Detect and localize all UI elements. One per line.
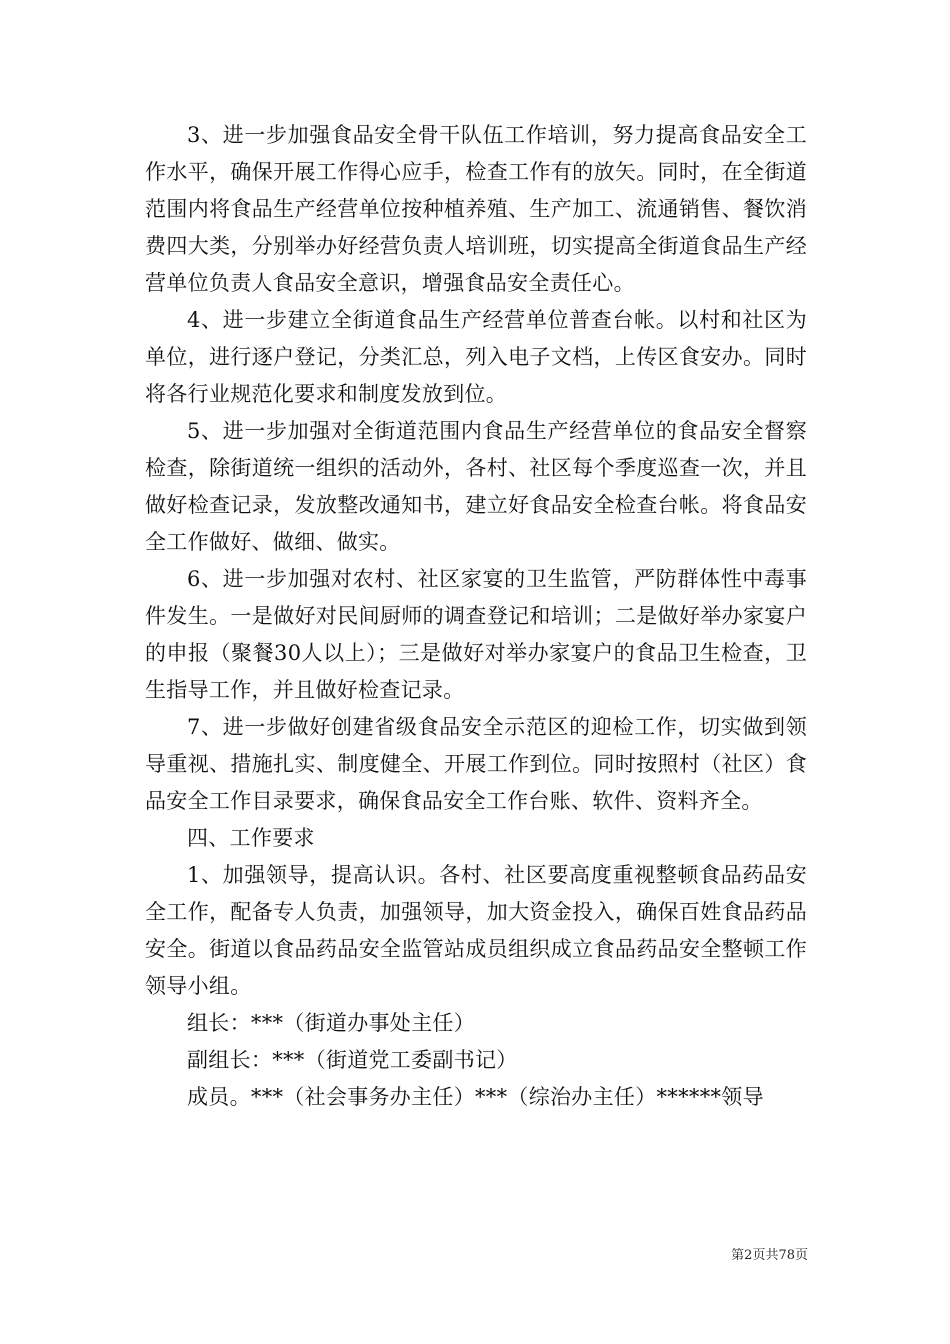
section-heading-requirements: 四、工作要求 (187, 826, 315, 850)
paragraph-item-3-training: 3、进一步加强食品安全骨干队伍工作培训，努力提高食品安全工作水平，确保开展工作得心应手，检查工作有的放矢。同时，在全街道范围内将食品生产经营单位按种植养殖、生产加工、流通销售、餐饮消费四大类，分别举办好经营负责人培训班，切实提高全街道食品生产经营单位负责人食品安全意识，增强食品安全责任心。 (145, 123, 807, 295)
paragraph-item-5-inspection: 5、进一步加强对全街道范围内食品生产经营单位的食品安全督察检查，除街道统一组织的活动外，各村、社区每个季度巡查一次，并且做好检查记录，发放整改通知书，建立好食品安全检查台帐。将食品安全工作做好、做细、做实。 (145, 419, 807, 554)
deputy-leader-line: 副组长：***（街道党工委副书记） (187, 1048, 518, 1072)
members-line: 成员。***（社会事务办主任）***（综治办主任）******领导 (187, 1085, 764, 1109)
page-number-footer: 第2页共78页 (731, 1248, 808, 1263)
team-leader-line: 组长：***（街道办事处主任） (187, 1011, 475, 1035)
paragraph-item-6-banquet: 6、进一步加强对农村、社区家宴的卫生监管，严防群体性中毒事件发生。一是做好对民间厨师的调查登记和培训；二是做好举办家宴户的申报（聚餐30人以上）；三是做好对举办家宴户的食品卫生检查，卫生指导工作，并且做好检查记录。 (145, 567, 807, 702)
paragraph-item-1-leadership: 1、加强领导，提高认识。各村、社区要高度重视整顿食品药品安全工作，配备专人负责，加强领导，加大资金投入，确保百姓食品药品安全。街道以食品药品安全监管站成员组织成立食品药品安全整顿工作领导小组。 (145, 863, 807, 998)
document-body (145, 117, 807, 1116)
paragraph-item-4-ledger: 4、进一步建立全街道食品生产经营单位普查台帐。以村和社区为单位，进行逐户登记，分类汇总，列入电子文档，上传区食安办。同时将各行业规范化要求和制度发放到位。 (145, 308, 807, 406)
paragraph-item-7-demonstration: 7、进一步做好创建省级食品安全示范区的迎检工作，切实做到领导重视、措施扎实、制度健全、开展工作到位。同时按照村（社区）食品安全工作目录要求，确保食品安全工作台账、软件、资料齐全。 (145, 715, 807, 813)
